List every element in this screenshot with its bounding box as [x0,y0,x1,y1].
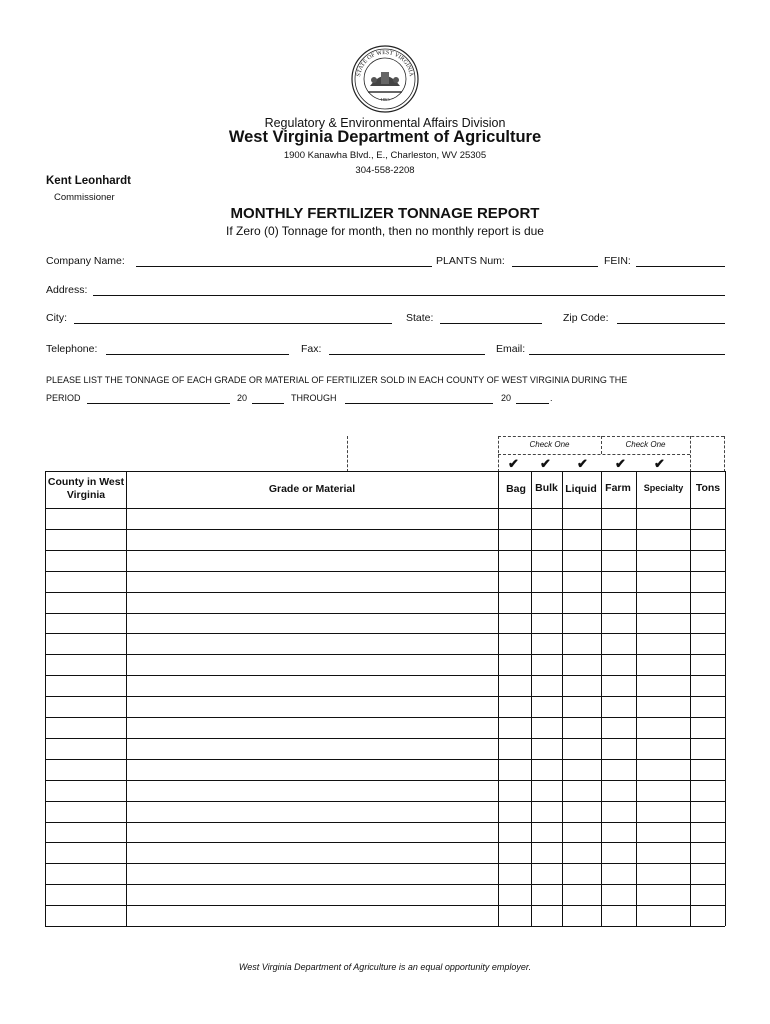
table-cell[interactable] [127,551,498,571]
checkmark-farm: ✔ [615,456,626,471]
table-cell[interactable] [602,843,636,863]
column-header-bag: Bag [506,483,526,495]
column-header-bulk: Bulk [535,482,558,494]
table-cell[interactable] [532,823,562,843]
table-cell[interactable] [127,509,498,529]
table-cell[interactable] [46,823,126,843]
year-label-2: 20 [501,393,512,403]
period-end-field[interactable] [345,403,493,404]
table-cell[interactable] [46,593,126,613]
table-cell[interactable] [532,718,562,738]
table-cell[interactable] [499,614,531,634]
table-cell[interactable] [637,676,690,696]
table-cell[interactable] [532,530,562,550]
column-header-grade: Grade or Material [268,483,356,495]
table-cell[interactable] [602,906,636,926]
table-cell[interactable] [499,551,531,571]
city-label: City: [46,312,67,324]
column-header-county: County in West Virginia [47,476,125,501]
email-label: Email: [496,343,526,355]
table-cell[interactable] [637,655,690,675]
table-cell[interactable] [127,781,498,801]
table-cell[interactable] [532,885,562,905]
address-label: Address: [46,284,88,296]
table-cell[interactable] [637,843,690,863]
company-name-field[interactable] [136,266,432,267]
table-cell[interactable] [602,572,636,592]
table-cell[interactable] [563,676,601,696]
table-cell[interactable] [499,823,531,843]
table-cell[interactable] [532,593,562,613]
through-label: THROUGH [291,393,337,403]
table-cell[interactable] [127,802,498,822]
table-cell[interactable] [499,572,531,592]
table-cell[interactable] [691,572,725,592]
table-cell[interactable] [499,885,531,905]
table-cell[interactable] [637,593,690,613]
table-cell[interactable] [127,739,498,759]
table-cell[interactable] [127,864,498,884]
table-cell[interactable] [46,843,126,863]
column-header-liquid: Liquid [565,483,597,495]
column-header-specialty: Specialty [643,483,684,493]
table-row-border [45,926,725,927]
table-cell[interactable] [46,802,126,822]
table-cell[interactable] [127,697,498,717]
table-cell[interactable] [127,718,498,738]
table-cell[interactable] [637,551,690,571]
fein-field[interactable] [636,266,725,267]
table-cell[interactable] [563,885,601,905]
check-one-divider [498,454,690,455]
table-cell[interactable] [602,530,636,550]
table-cell[interactable] [499,906,531,926]
table-cell[interactable] [563,614,601,634]
table-cell[interactable] [602,864,636,884]
plants-num-label: PLANTS Num: [436,255,505,267]
table-cell[interactable] [691,843,725,863]
report-subtitle: If Zero (0) Tonnage for month, then no monthly report is due [226,224,544,238]
table-cell[interactable] [602,823,636,843]
table-cell[interactable] [46,572,126,592]
state-field[interactable] [440,323,542,324]
table-cell[interactable] [602,739,636,759]
table-cell[interactable] [46,655,126,675]
table-cell[interactable] [499,718,531,738]
table-cell[interactable] [499,655,531,675]
table-cell[interactable] [637,739,690,759]
table-cell[interactable] [602,593,636,613]
year-label-1: 20 [237,393,248,403]
table-cell[interactable] [127,572,498,592]
table-cell[interactable] [563,530,601,550]
state-seal-logo [350,44,420,114]
checkmark-specialty: ✔ [654,456,665,471]
table-column-border [725,471,726,926]
table-cell[interactable] [499,593,531,613]
commissioner-name: Kent Leonhardt [46,175,131,187]
table-cell[interactable] [127,676,498,696]
table-cell[interactable] [637,760,690,780]
table-cell[interactable] [637,906,690,926]
table-cell[interactable] [127,843,498,863]
table-cell[interactable] [46,614,126,634]
table-cell[interactable] [499,697,531,717]
grade-column-marker [347,436,348,472]
table-cell[interactable] [691,509,725,529]
table-cell[interactable] [532,781,562,801]
table-cell[interactable] [499,781,531,801]
table-cell[interactable] [46,634,126,654]
table-cell[interactable] [691,676,725,696]
division-name: Regulatory & Environmental Affairs Division [264,116,506,130]
table-cell[interactable] [691,718,725,738]
table-cell[interactable] [691,614,725,634]
table-cell[interactable] [637,614,690,634]
table-cell[interactable] [563,760,601,780]
check-one-right-border [690,436,691,472]
table-cell[interactable] [637,718,690,738]
table-cell[interactable] [46,718,126,738]
department-phone: 304-558-2208 [355,165,415,176]
table-cell[interactable] [499,676,531,696]
table-cell[interactable] [127,614,498,634]
table-cell[interactable] [499,864,531,884]
footer-notice: West Virginia Department of Agriculture is an equal opportunity employer. [238,962,532,972]
checkmark-bulk: ✔ [540,456,551,471]
table-cell[interactable] [637,634,690,654]
table-cell[interactable] [563,551,601,571]
table-cell[interactable] [563,634,601,654]
table-cell[interactable] [563,739,601,759]
table-cell[interactable] [46,739,126,759]
fein-label: FEIN: [604,255,631,267]
period-label: PERIOD [46,393,81,403]
table-cell[interactable] [691,593,725,613]
table-cell[interactable] [532,760,562,780]
column-header-tons: Tons [695,482,721,494]
checkmark-bag: ✔ [508,456,519,471]
table-cell[interactable] [637,823,690,843]
table-cell[interactable] [127,760,498,780]
table-cell[interactable] [691,551,725,571]
state-label: State: [406,312,434,324]
table-cell[interactable] [127,530,498,550]
plants-num-field[interactable] [512,266,598,267]
table-cell[interactable] [46,885,126,905]
zip-code-label: Zip Code: [563,312,609,324]
address-field[interactable] [93,295,725,296]
telephone-label: Telephone: [46,343,98,355]
table-cell[interactable] [532,802,562,822]
table-cell[interactable] [637,697,690,717]
table-cell[interactable] [602,551,636,571]
year-end-field[interactable] [516,403,549,404]
table-cell[interactable] [563,509,601,529]
table-cell[interactable] [602,781,636,801]
column-header-farm: Farm [605,482,631,494]
period-end-punctuation: . [550,393,553,403]
table-cell[interactable] [46,551,126,571]
table-cell[interactable] [691,634,725,654]
svg-text:STATE OF WEST VIRGINIA: STATE OF WEST VIRGINIA [356,49,414,78]
table-cell[interactable] [691,802,725,822]
table-cell[interactable] [602,634,636,654]
table-cell[interactable] [499,739,531,759]
table-cell[interactable] [691,864,725,884]
table-cell[interactable] [532,906,562,926]
table-cell[interactable] [563,697,601,717]
table-cell[interactable] [46,676,126,696]
table-cell[interactable] [563,572,601,592]
table-cell[interactable] [637,864,690,884]
table-cell[interactable] [602,885,636,905]
table-cell[interactable] [127,885,498,905]
table-cell[interactable] [691,760,725,780]
table-cell[interactable] [602,697,636,717]
table-cell[interactable] [46,760,126,780]
table-cell[interactable] [46,530,126,550]
table-cell[interactable] [532,676,562,696]
table-cell[interactable] [532,551,562,571]
table-cell[interactable] [532,634,562,654]
department-name: West Virginia Department of Agriculture [228,128,542,146]
instructions-text: PLEASE LIST THE TONNAGE OF EACH GRADE OR MATERIAL OF FERTILIZER SOLD IN EACH COUNTY OF WEST VIRGINIA DURING THE [46,375,628,385]
table-cell[interactable] [563,593,601,613]
table-cell[interactable] [691,906,725,926]
table-cell[interactable] [637,530,690,550]
table-cell[interactable] [499,760,531,780]
table-cell[interactable] [46,509,126,529]
checkmark-liquid: ✔ [577,456,588,471]
table-cell[interactable] [637,885,690,905]
table-cell[interactable] [46,781,126,801]
tons-top-border [724,436,725,472]
table-cell[interactable] [691,739,725,759]
svg-text:1863: 1863 [380,97,390,102]
table-cell[interactable] [563,906,601,926]
table-cell[interactable] [532,843,562,863]
table-cell[interactable] [499,509,531,529]
table-cell[interactable] [691,530,725,550]
table-cell[interactable] [602,655,636,675]
zip-code-field[interactable] [617,323,725,324]
table-cell[interactable] [563,864,601,884]
table-cell[interactable] [563,843,601,863]
department-address: 1900 Kanawha Blvd., E., Charleston, WV 25305 [283,150,487,161]
table-cell[interactable] [499,634,531,654]
check-one-label-container: Check One [529,440,570,449]
table-cell[interactable] [637,572,690,592]
table-cell[interactable] [532,864,562,884]
fax-field[interactable] [329,354,485,355]
table-cell[interactable] [532,739,562,759]
city-field[interactable] [74,323,392,324]
table-cell[interactable] [46,697,126,717]
commissioner-title: Commissioner [54,192,115,203]
company-name-label: Company Name: [46,255,125,267]
table-cell[interactable] [563,781,601,801]
table-cell[interactable] [637,802,690,822]
table-cell[interactable] [532,572,562,592]
year-start-field[interactable] [252,403,284,404]
table-cell[interactable] [563,718,601,738]
report-title: MONTHLY FERTILIZER TONNAGE REPORT [230,205,540,222]
table-cell[interactable] [691,885,725,905]
table-cell[interactable] [532,614,562,634]
period-start-field[interactable] [87,403,230,404]
table-cell[interactable] [602,509,636,529]
table-cell[interactable] [691,655,725,675]
table-cell[interactable] [532,655,562,675]
table-cell[interactable] [532,509,562,529]
table-cell[interactable] [127,593,498,613]
table-cell[interactable] [499,530,531,550]
table-cell[interactable] [563,802,601,822]
table-cell[interactable] [602,760,636,780]
table-cell[interactable] [563,655,601,675]
fax-label: Fax: [301,343,322,355]
table-cell[interactable] [637,781,690,801]
check-one-label-use: Check One [625,440,666,449]
table-cell[interactable] [563,823,601,843]
telephone-field[interactable] [106,354,289,355]
table-cell[interactable] [127,906,498,926]
table-cell[interactable] [602,802,636,822]
table-cell[interactable] [637,509,690,529]
table-cell[interactable] [127,823,498,843]
table-cell[interactable] [127,655,498,675]
table-cell[interactable] [691,697,725,717]
table-cell[interactable] [499,843,531,863]
table-cell[interactable] [602,718,636,738]
table-cell[interactable] [499,802,531,822]
table-cell[interactable] [602,614,636,634]
email-field[interactable] [529,354,725,355]
table-cell[interactable] [532,697,562,717]
table-cell[interactable] [691,823,725,843]
table-cell[interactable] [46,864,126,884]
table-cell[interactable] [46,906,126,926]
table-cell[interactable] [691,781,725,801]
table-cell[interactable] [602,676,636,696]
table-cell[interactable] [127,634,498,654]
